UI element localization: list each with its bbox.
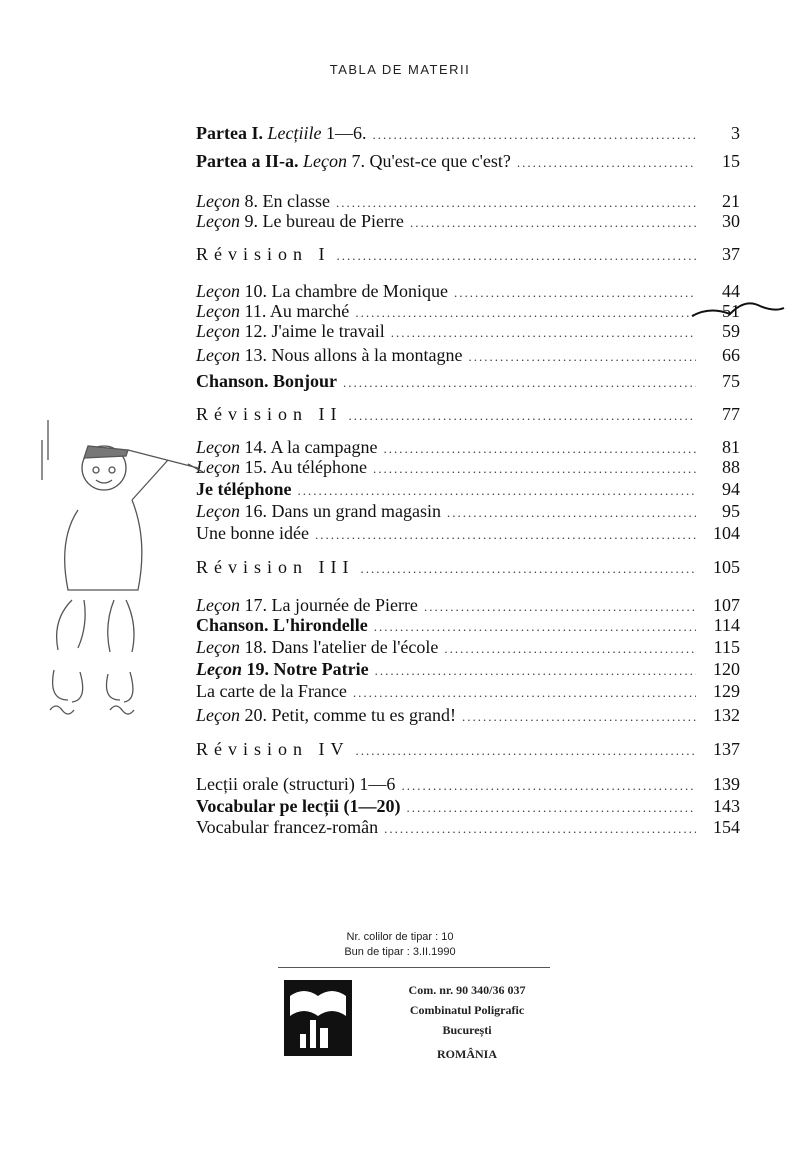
toc-leader-dots	[447, 502, 696, 524]
toc-revision-entry	[196, 738, 740, 760]
toc-leader-dots	[372, 124, 696, 146]
toc-leader-dots	[462, 706, 696, 728]
toc-page-number: 104	[713, 523, 740, 543]
toc-page-number: 15	[722, 151, 740, 171]
toc-entry-title	[196, 773, 395, 795]
toc-entry-title	[196, 636, 438, 658]
toc-page-number: 3	[731, 123, 740, 143]
toc-revision-entry	[196, 556, 740, 578]
toc-leader-dots	[468, 346, 696, 368]
toc-entry-title-part: Leçon	[196, 501, 240, 521]
toc-leader-dots	[297, 480, 696, 502]
toc-page-number: 137	[713, 739, 740, 759]
toc-entry-title-part: Leçon	[196, 321, 240, 341]
toc-entry-title-part: Leçon	[196, 595, 240, 615]
toc-revision-entry	[196, 243, 740, 265]
toc-entry-title-part: Leçon	[196, 301, 240, 321]
pen-scrawl	[690, 288, 786, 328]
toc-entry	[196, 300, 740, 322]
toc-entry-title-part: Leçon	[196, 437, 240, 457]
toc-leader-dots	[410, 212, 696, 234]
toc-entry-title	[196, 522, 309, 544]
toc-entry-title-part: Leçon	[196, 191, 240, 211]
toc-entry-title	[196, 556, 354, 578]
toc-page-number: 88	[722, 457, 740, 477]
toc-entry	[196, 614, 740, 636]
toc-entry-title	[196, 594, 418, 616]
toc-entry-title	[196, 403, 343, 425]
toc-entry-title-part: Révision III	[196, 557, 355, 577]
toc-entry-title-part: Leçon	[302, 151, 347, 171]
toc-entry-title-part: 10. La chambre de Monique	[240, 281, 448, 301]
toc-entry	[196, 436, 740, 458]
toc-leader-dots	[517, 152, 696, 174]
printer-city: București	[442, 1023, 492, 1037]
toc-page-number: 30	[722, 211, 740, 231]
toc-entry-title-part: 7. Qu'est-ce que c'est?	[346, 151, 511, 171]
toc-leader-dots	[337, 245, 697, 267]
toc-entry-title	[196, 122, 366, 144]
toc-entry-title-part: Leçon	[196, 211, 240, 231]
toc-entry	[196, 636, 740, 658]
toc-page-number: 132	[713, 705, 740, 725]
toc-entry-title-part: Une bonne idée	[196, 523, 309, 543]
toc-entry-title-part: 20. Petit, comme tu es grand!	[240, 705, 456, 725]
toc-entry-title-part: Leçon	[196, 659, 242, 679]
toc-entry-title	[196, 658, 369, 680]
toc-leader-dots	[349, 405, 697, 427]
toc-leader-dots	[391, 322, 696, 344]
toc-revision-entry	[196, 403, 740, 425]
toc-leader-dots	[343, 372, 696, 394]
toc-entry-title-part: 17. La journée de Pierre	[240, 595, 418, 615]
printer-info	[372, 980, 562, 1064]
toc-entry	[196, 320, 740, 342]
toc-leader-dots	[375, 660, 696, 682]
toc-leader-dots	[315, 524, 696, 546]
printer-logo-icon	[282, 976, 354, 1058]
colophon	[0, 930, 800, 960]
toc-entry-title	[196, 500, 441, 522]
toc-entry	[196, 190, 740, 212]
toc-entry-title-part: 12. J'aime le travail	[240, 321, 385, 341]
toc-entry	[196, 478, 740, 500]
toc-leader-dots	[353, 682, 696, 704]
toc-entry-title-part: La carte de la France	[196, 681, 347, 701]
toc-leader-dots	[444, 638, 696, 660]
toc-entry-title-part: 16. Dans un grand magasin	[240, 501, 441, 521]
toc-entry-title	[196, 456, 367, 478]
colophon-print-date: Bun de tipar : 3.II.1990	[344, 946, 456, 958]
toc-entry-title	[196, 738, 350, 760]
toc-page-number: 129	[713, 681, 740, 701]
toc-leader-dots	[373, 458, 696, 480]
toc-leader-dots	[356, 740, 697, 762]
toc-entry-title	[196, 436, 377, 458]
toc-page-number: 154	[713, 817, 740, 837]
toc-entry	[196, 795, 740, 817]
toc-entry	[196, 680, 740, 702]
toc-entry-title-part: Chanson. Bonjour	[196, 371, 338, 391]
toc-page-number: 77	[722, 404, 740, 424]
toc-entry-title-part: Lecțiile	[267, 123, 322, 143]
toc-entry-title-part: 14. A la campagne	[240, 437, 378, 457]
toc-page-number: 120	[713, 659, 740, 679]
toc-entry	[196, 150, 740, 172]
toc-page-number: 75	[722, 371, 740, 391]
toc-entry-title	[196, 478, 291, 500]
toc-entry-title	[196, 243, 331, 265]
toc-entry	[196, 344, 740, 366]
toc-entry-title-part: 1—6.	[321, 123, 367, 143]
toc-entry-title-part: Leçon	[196, 345, 240, 365]
toc-page-number: 95	[722, 501, 740, 521]
toc-page-number: 44	[722, 281, 740, 301]
toc-entry-title-part: Leçon	[196, 457, 240, 477]
toc-entry-title-part: Vocabular pe lecții (1—20)	[196, 796, 401, 816]
toc-entry-title-part: 18. Dans l'atelier de l'école	[240, 637, 439, 657]
toc-entry	[196, 370, 740, 392]
toc-entry	[196, 280, 740, 302]
toc-entry-title	[196, 795, 401, 817]
toc-entry	[196, 210, 740, 232]
toc-page-number: 21	[722, 191, 740, 211]
toc-leader-dots	[401, 775, 696, 797]
toc-leader-dots	[384, 818, 696, 840]
printer-country: ROMÂNIA	[437, 1047, 497, 1061]
toc-entry-title-part: Lecții orale (structuri) 1—6	[196, 774, 396, 794]
toc-entry	[196, 704, 740, 726]
toc-entry-title-part: 11. Au marché	[240, 301, 350, 321]
page-title: TABLA DE MATERII	[329, 62, 471, 77]
toc-page-number: 115	[713, 637, 740, 657]
toc-leader-dots	[374, 616, 696, 638]
toc-entry-title	[196, 280, 448, 302]
toc-entry-title	[196, 300, 349, 322]
toc-entry	[196, 773, 740, 795]
toc-page-number: 94	[722, 479, 740, 499]
toc-entry-title-part: Leçon	[196, 705, 240, 725]
toc-entry	[196, 500, 740, 522]
toc-entry-title-part: Révision II	[196, 404, 343, 424]
toc-page-number: 37	[722, 244, 740, 264]
toc-entry-title	[196, 190, 330, 212]
toc-entry	[196, 122, 740, 144]
toc-entry-title-part: 15. Au téléphone	[240, 457, 367, 477]
toc-entry-title	[196, 704, 456, 726]
toc-entry	[196, 594, 740, 616]
toc-page-number: 107	[713, 595, 740, 615]
toc-entry-title-part: Révision I	[196, 244, 331, 264]
toc-entry-title-part: 13. Nous allons à la montagne	[240, 345, 463, 365]
toc-entry-title-part: Partea a II-a.	[196, 151, 303, 171]
toc-entry-title-part: 19. Notre Patrie	[241, 659, 369, 679]
toc-entry-title-part: Chanson. L'hirondelle	[196, 615, 368, 635]
toc-entry-title-part: Révision IV	[196, 739, 350, 759]
printer-name: Combinatul Poligrafic	[409, 1003, 525, 1017]
toc-leader-dots	[360, 558, 696, 580]
divider	[278, 967, 550, 968]
toc-entry	[196, 456, 740, 478]
toc-page-number: 139	[713, 774, 740, 794]
toc-entry-title	[196, 680, 347, 702]
toc-page-number: 81	[722, 437, 740, 457]
toc-entry-title	[196, 320, 385, 342]
toc-page-number: 114	[713, 615, 740, 635]
toc-entry-title-part: Je téléphone	[196, 479, 292, 499]
toc-entry-title-part: Vocabular francez-român	[196, 817, 379, 837]
toc-entry-title	[196, 614, 368, 636]
toc-entry	[196, 522, 740, 544]
toc-entry-title	[196, 210, 404, 232]
toc-entry-title-part: Partea I.	[196, 123, 268, 143]
toc-entry	[196, 816, 740, 838]
toc-entry-title-part: Leçon	[196, 281, 240, 301]
toc-page-number: 143	[713, 796, 740, 816]
toc-page-number: 59	[722, 321, 740, 341]
toc-entry-title-part: 8. En classe	[240, 191, 330, 211]
toc-entry-title-part: 9. Le bureau de Pierre	[240, 211, 404, 231]
toc-entry-title	[196, 370, 337, 392]
toc-page-number: 105	[713, 557, 740, 577]
toc-entry-title-part: Leçon	[196, 637, 240, 657]
toc-entry	[196, 658, 740, 680]
toc-entry-title	[196, 816, 378, 838]
toc-page-number: 51	[722, 301, 740, 321]
toc-page-number: 66	[722, 345, 740, 365]
order-number: Com. nr. 90 340/36 037	[408, 983, 526, 997]
toc-entry-title	[196, 344, 462, 366]
colophon-sheets: Nr. colilor de tipar : 10	[346, 931, 454, 943]
cartoon-doodle-drawing	[28, 420, 208, 730]
toc-entry-title	[196, 150, 511, 172]
